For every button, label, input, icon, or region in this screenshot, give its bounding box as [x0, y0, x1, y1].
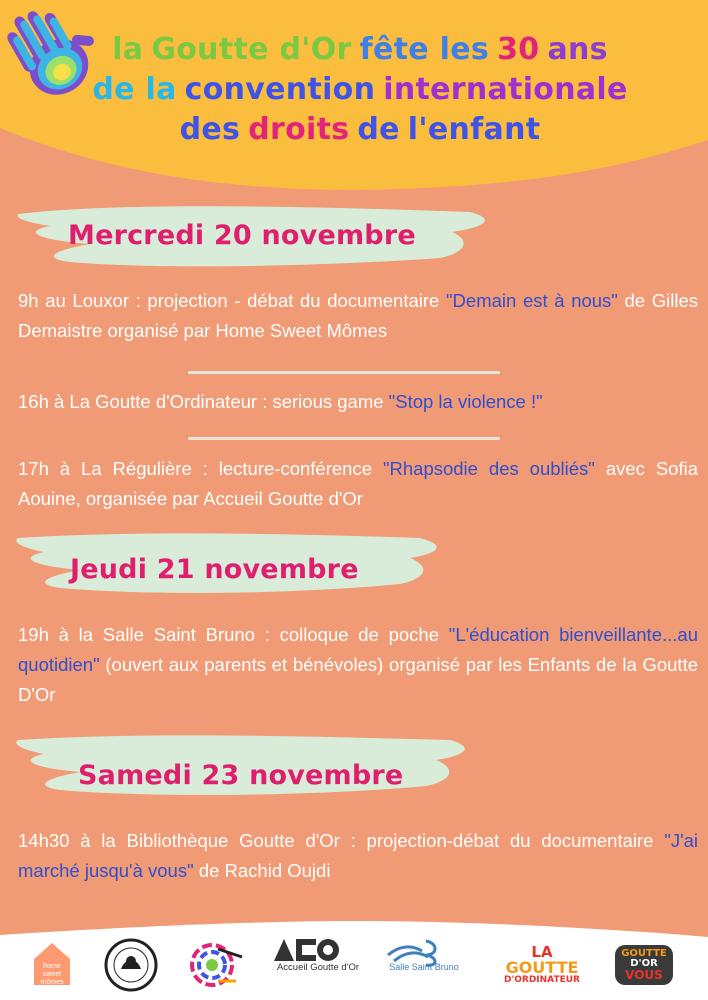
logo-caption: Salle Saint Bruno — [389, 961, 459, 972]
house-icon — [30, 937, 74, 987]
salle-saint-bruno-logo — [382, 937, 466, 993]
title-word: droits — [248, 112, 350, 147]
event-title: "L'éducation bienveillante...au quotidien" — [18, 624, 698, 675]
day-label: Samedi 23 novembre — [78, 760, 404, 791]
day-banner-saturday — [0, 726, 708, 816]
event-text: 17h à La Régulière : lecture-conférence — [18, 458, 383, 479]
enfants-goutte-dor-logo — [103, 937, 163, 993]
circle-emblem-icon — [103, 937, 159, 993]
title-word: de — [357, 112, 400, 147]
logo-text: VOUS — [625, 968, 663, 982]
event-louxor — [18, 286, 698, 346]
event-title: "Stop la violence !" — [388, 391, 543, 412]
logo-text: D'ORDINATEUR — [504, 975, 580, 985]
accueil-goutte-dor-logo — [270, 937, 366, 993]
title-line-3 — [60, 110, 660, 150]
event-reguliere — [18, 454, 698, 514]
home-sweet-momes-logo — [30, 937, 80, 993]
svg-text:sweet: sweet — [42, 971, 62, 978]
waves-icon — [382, 937, 442, 967]
event-text: 16h à La Goutte d'Ordinateur : serious game — [18, 391, 389, 412]
logo-text: GOUTTE — [505, 958, 579, 977]
color-burst-icon — [188, 937, 244, 993]
logo-badge — [615, 945, 673, 985]
page-title — [60, 30, 660, 150]
logo-text: GOUTTE — [621, 948, 667, 959]
title-word: internationale — [383, 72, 628, 107]
svg-text:mômes: mômes — [40, 979, 64, 986]
logo-text: LA — [531, 943, 553, 961]
event-text: 9h au Louxor : projection - débat du documentaire — [18, 290, 446, 311]
title-word: l'enfant — [407, 112, 541, 147]
handprint-icon — [0, 0, 110, 110]
title-line-2 — [60, 70, 660, 110]
event-title: "Demain est à nous" — [445, 290, 618, 311]
day-banner-thursday — [0, 524, 708, 614]
title-word: Goutte d'Or — [151, 32, 352, 67]
partners-footer — [0, 915, 708, 1000]
title-word: fête les — [359, 32, 490, 67]
event-text: avec Sofia Aouine, organisée par Accueil Goutte d'Or — [18, 458, 699, 509]
event-saint-bruno — [18, 620, 698, 710]
logo-caption: Accueil Goutte d'Or — [276, 961, 360, 973]
title-word: la — [112, 32, 144, 67]
title-word: convention — [184, 72, 376, 107]
event-title: "Rhapsodie des oubliés" — [382, 458, 595, 479]
day-label: Mercredi 20 novembre — [68, 220, 416, 251]
title-word: des — [179, 112, 241, 147]
day-banner-wednesday — [0, 192, 708, 282]
title-word: de la — [92, 72, 177, 107]
event-bibliotheque — [18, 826, 698, 886]
event-text: de Rachid Oujdi — [193, 860, 331, 881]
event-title: "J'ai marché jusqu'à vous" — [18, 830, 698, 881]
title-line-1 — [60, 30, 660, 70]
day-label: Jeudi 21 novembre — [70, 554, 359, 585]
event-text: 14h30 à la Bibliothèque Goutte d'Or : projection-débat du documentaire — [18, 830, 665, 851]
header-banner — [0, 0, 708, 200]
svg-text:home: home — [43, 963, 61, 970]
la-goutte-dordinateur-logo — [498, 937, 586, 993]
event-text: 19h à la Salle Saint Bruno : colloque de poche — [18, 624, 449, 645]
divider — [188, 371, 500, 374]
title-word: 30 — [497, 32, 540, 67]
logo-text: D'OR — [630, 958, 658, 969]
event-text: (ouvert aux parents et bénévoles) organisé par les Enfants de la Goutte D'Or — [18, 654, 698, 705]
divider — [188, 437, 500, 440]
colorful-partner-logo — [188, 937, 248, 993]
ago-mark-icon — [270, 937, 340, 963]
goutte-dor-vous-logo — [604, 937, 684, 993]
title-word: ans — [547, 32, 608, 67]
event-text: de Gilles Demaistre organisé par Home Sweet Mômes — [18, 290, 698, 341]
event-goutte-ordinateur — [18, 387, 698, 417]
